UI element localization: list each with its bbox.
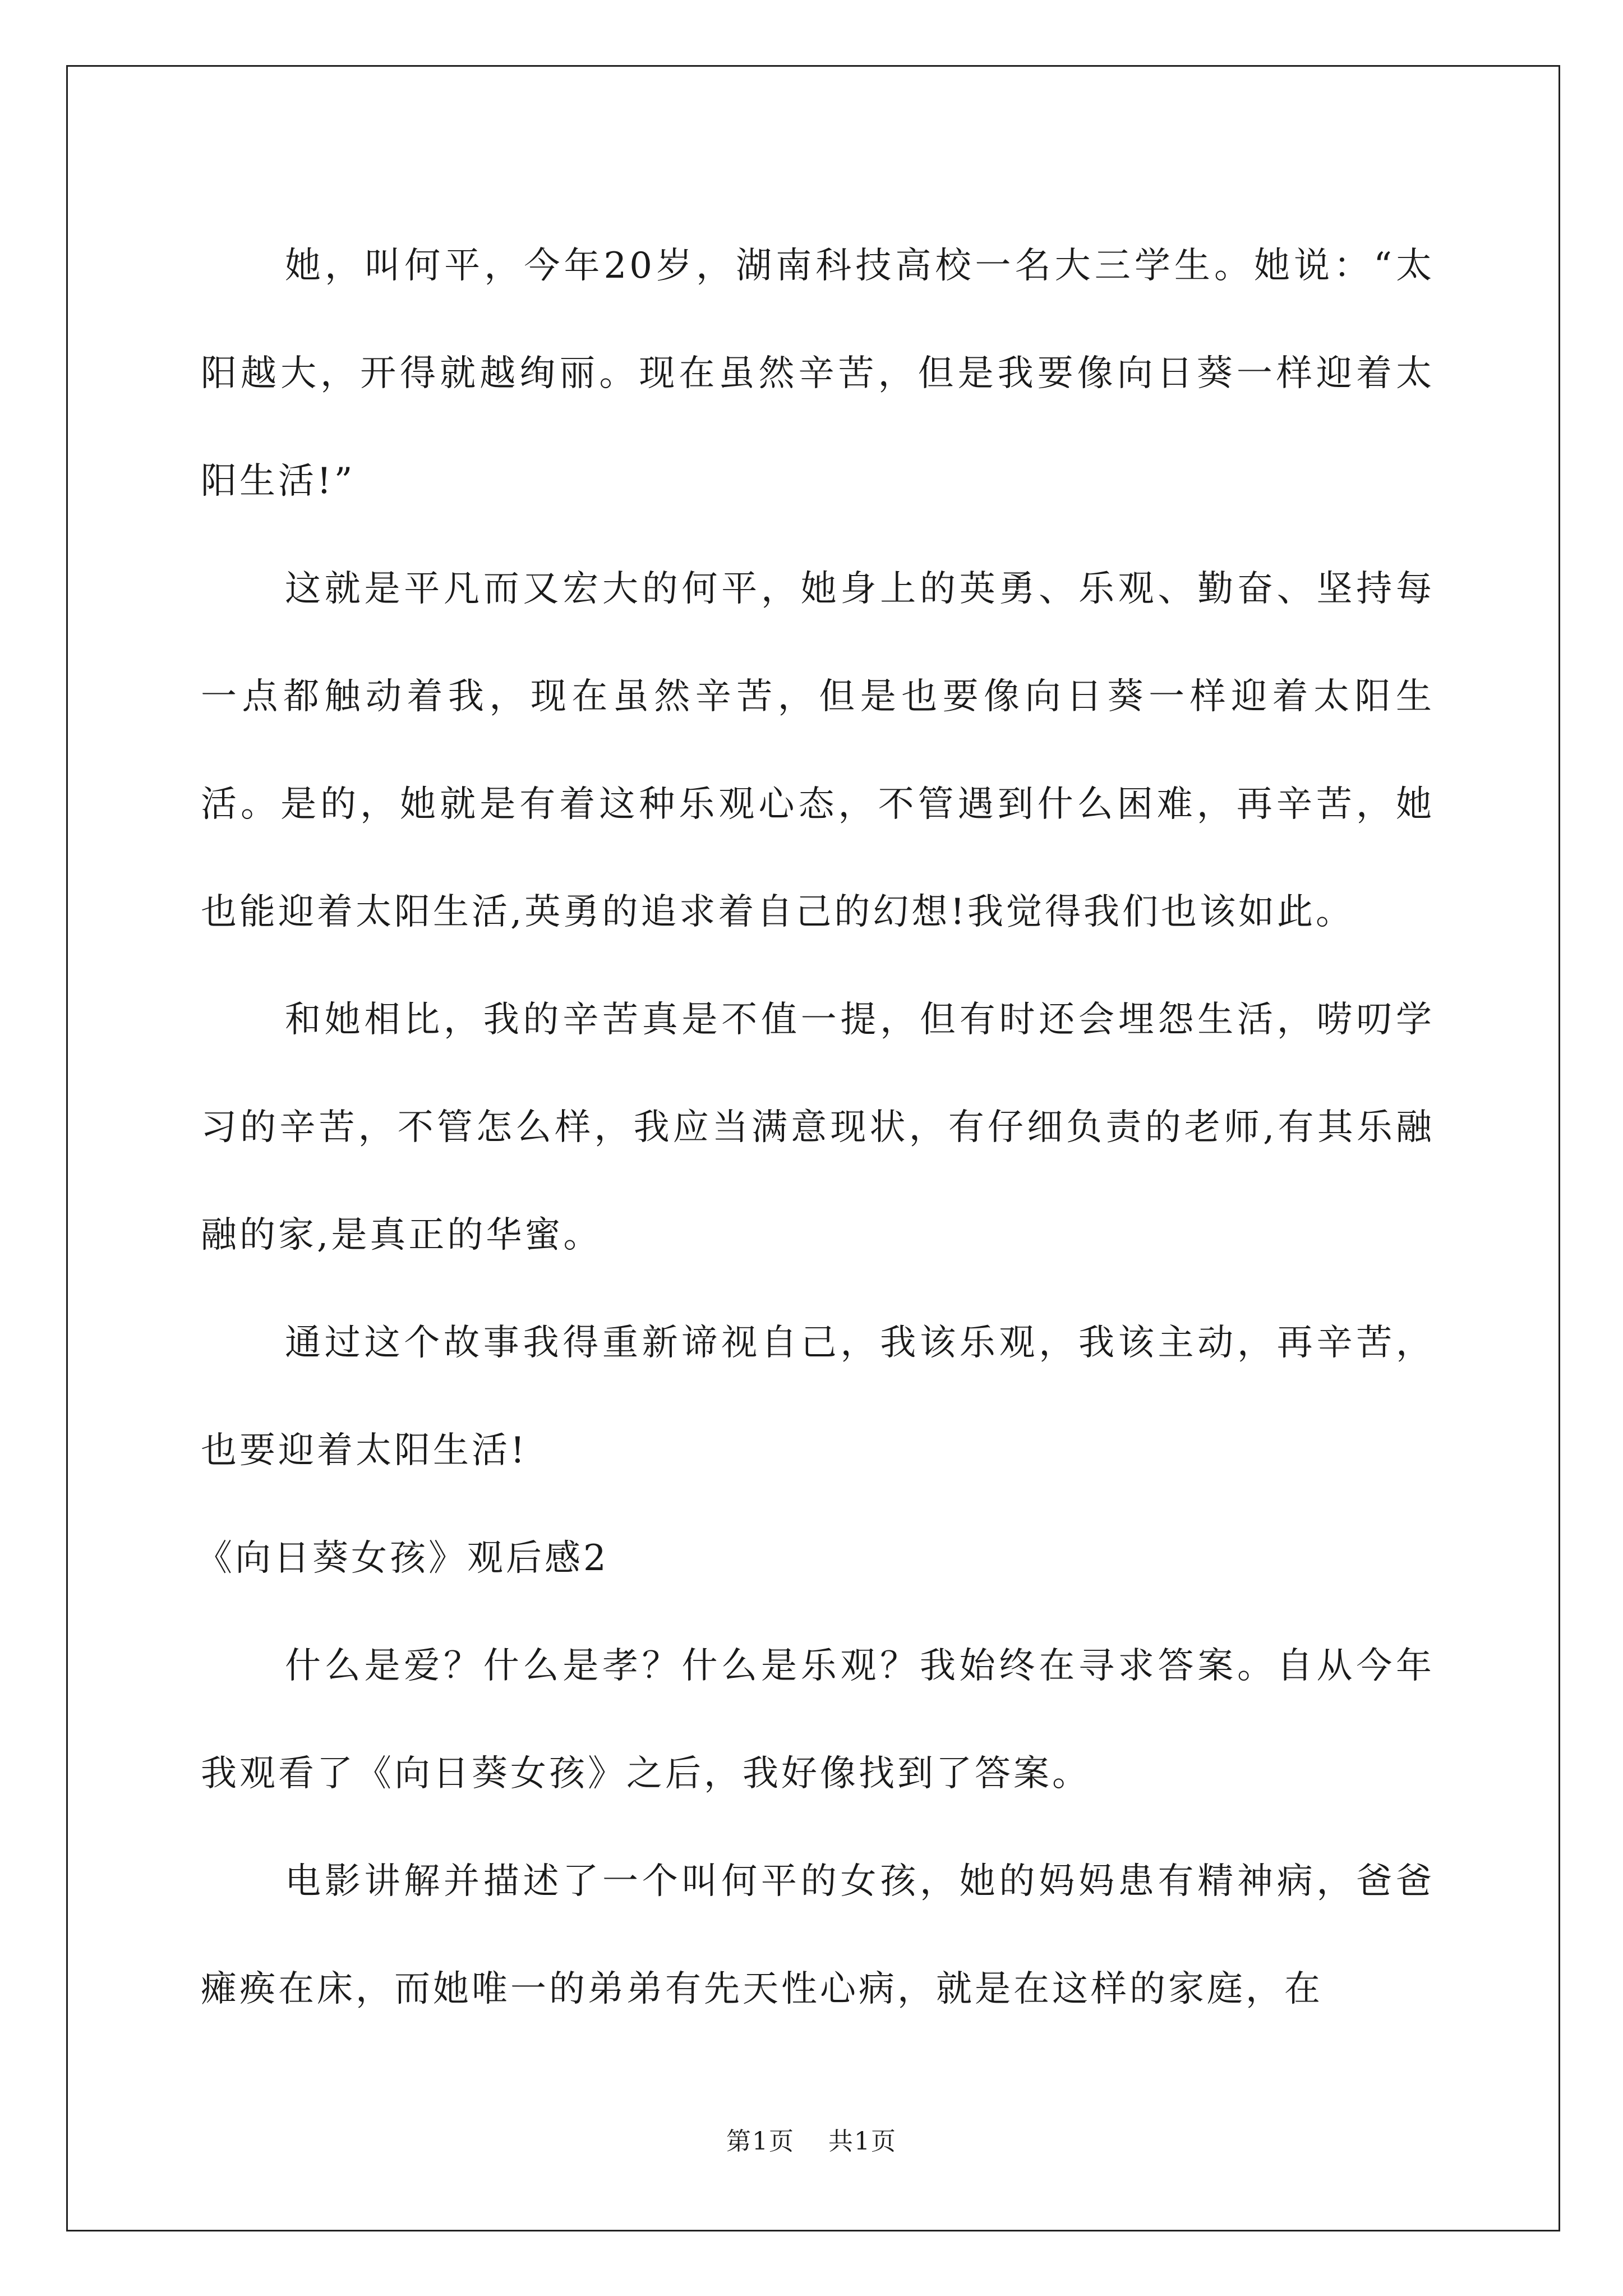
paragraph-5: 什么是爱？什么是孝？什么是乐观？我始终在寻求答案。自从今年我观看了《向日葵女孩》之后，我好像找到了答案。 bbox=[201, 1645, 1435, 1795]
paragraph-3: 和她相比，我的辛苦真是不值一提，但有时还会埋怨生活，唠叨学习的辛苦，不管怎么样，我应当满意现状，有仔细负责的老师,有其乐融融的家,是真正的华蜜。 bbox=[201, 999, 1435, 1256]
document-body bbox=[196, 212, 1435, 2043]
page-total: 共1页 bbox=[828, 2127, 897, 2156]
paragraph-6: 电影讲解并描述了一个叫何平的女孩，她的妈妈患有精神病，爸爸瘫痪在床，而她唯一的弟弟有先天性心病，就是在这样的家庭，在 bbox=[201, 1861, 1435, 2010]
paragraph-1: 她，叫何平，今年20岁，湖南科技高校一名大三学生。她说：“太阳越大，开得就越绚丽。现在虽然辛苦，但是我要像向日葵一样迎着太阳生活!” bbox=[201, 245, 1435, 502]
paragraph-4: 通过这个故事我得重新谛视自己，我该乐观，我该主动，再辛苦，也要迎着太阳生活! bbox=[201, 1322, 1435, 1471]
paragraph-2: 这就是平凡而又宏大的何平，她身上的英勇、乐观、勤奋、坚持每一点都触动着我，现在虽然辛苦，但是也要像向日葵一样迎着太阳生活。是的，她就是有着这种乐观心态，不管遇到什么困难，再辛苦，她也能迎着太阳生活,英勇的追求着自己的幻想!我觉得我们也该如此。 bbox=[201, 568, 1435, 933]
page-number: 第1页 bbox=[726, 2127, 795, 2156]
page-footer bbox=[0, 2125, 1623, 2159]
section-heading: 《向日葵女孩》观后感2 bbox=[196, 1538, 609, 1579]
